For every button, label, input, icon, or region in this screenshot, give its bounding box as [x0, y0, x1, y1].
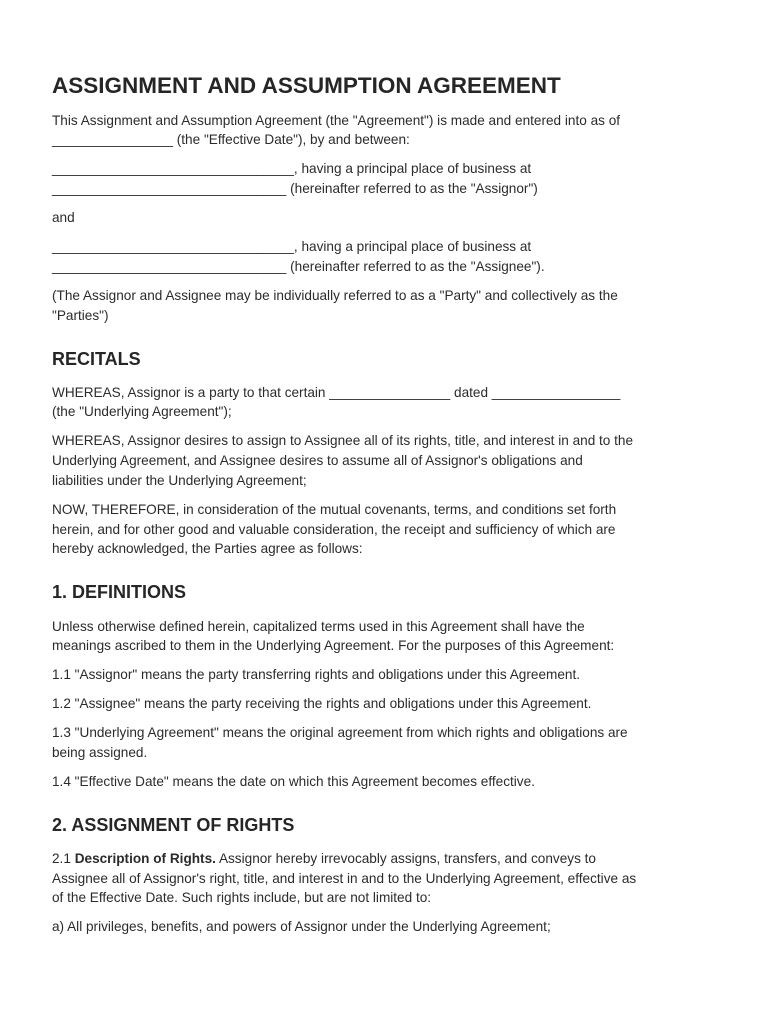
paragraph-line: Unless otherwise defined herein, capitalized terms used in this Agreement shall have the	[52, 619, 585, 634]
paragraph-line: WHEREAS, Assignor desires to assign to Assignee all of its rights, title, and interest in and to the	[52, 433, 634, 448]
paragraph-line: (The Assignor and Assignee may be individually referred to as a "Party" and collectively as the	[52, 288, 618, 303]
paragraph-line: This Assignment and Assumption Agreement (the "Agreement") is made and entered into as of	[52, 113, 621, 128]
paragraph-line: Assignee all of Assignor's right, title, and interest in and to the Underlying Agreement, effective as	[52, 871, 637, 886]
paragraph-line: Underlying Agreement, and Assignee desires to assume all of Assignor's obligations and	[52, 453, 583, 468]
paragraph-line: and	[52, 210, 75, 225]
paragraph-line: WHEREAS, Assignor is a party to that certain ________________ dated _________________	[52, 385, 621, 400]
paragraph-line: 1.4 "Effective Date" means the date on which this Agreement becomes effective.	[52, 774, 535, 789]
paragraph-line: liabilities under the Underlying Agreement;	[52, 473, 307, 488]
paragraph-line: _______________________________ (hereinafter referred to as the "Assignor")	[52, 181, 538, 196]
paragraph-line: (the "Underlying Agreement");	[52, 404, 232, 419]
document-title: ASSIGNMENT AND ASSUMPTION AGREEMENT	[52, 73, 561, 98]
paragraph-line: herein, and for other good and valuable consideration, the receipt and sufficiency of which are	[52, 522, 616, 537]
paragraph-line: meanings ascribed to them in the Underlying Agreement. For the purposes of this Agreement:	[52, 638, 615, 653]
paragraph-line: 1.1 "Assignor" means the party transferring rights and obligations under this Agreement.	[52, 667, 581, 682]
paragraph-line: a) All privileges, benefits, and powers of Assignor under the Underlying Agreement;	[52, 919, 551, 934]
paragraph-line: of the Effective Date. Such rights include, but are not limited to:	[52, 890, 432, 905]
paragraph-line: being assigned.	[52, 745, 148, 760]
clause-number: 2.1	[52, 851, 75, 866]
paragraph-line: ________________________________, having a principal place of business at	[52, 161, 532, 176]
paragraph-line: ________________________________, having a principal place of business at	[52, 239, 532, 254]
section-heading-recitals: RECITALS	[52, 349, 141, 369]
clause-text: Assignor hereby irrevocably assigns, transfers, and conveys to	[215, 851, 596, 866]
paragraph-line: _______________________________ (hereinafter referred to as the "Assignee").	[52, 259, 545, 274]
paragraph-line: 1.2 "Assignee" means the party receiving the rights and obligations under this Agreement.	[52, 696, 592, 711]
paragraph-line: "Parties")	[52, 308, 109, 323]
clause-2-1-line	[52, 850, 596, 868]
paragraph-line: 1.3 "Underlying Agreement" means the original agreement from which rights and obligations are	[52, 725, 628, 740]
paragraph-line: NOW, THEREFORE, in consideration of the mutual covenants, terms, and conditions set forth	[52, 502, 617, 517]
paragraph-line: hereby acknowledged, the Parties agree as follows:	[52, 541, 363, 556]
paragraph-line: ________________ (the "Effective Date"), by and between:	[52, 132, 410, 147]
section-heading-assignment: 2. ASSIGNMENT OF RIGHTS	[52, 815, 295, 835]
clause-title: Description of Rights.	[74, 851, 216, 866]
section-heading-definitions: 1. DEFINITIONS	[52, 582, 187, 602]
